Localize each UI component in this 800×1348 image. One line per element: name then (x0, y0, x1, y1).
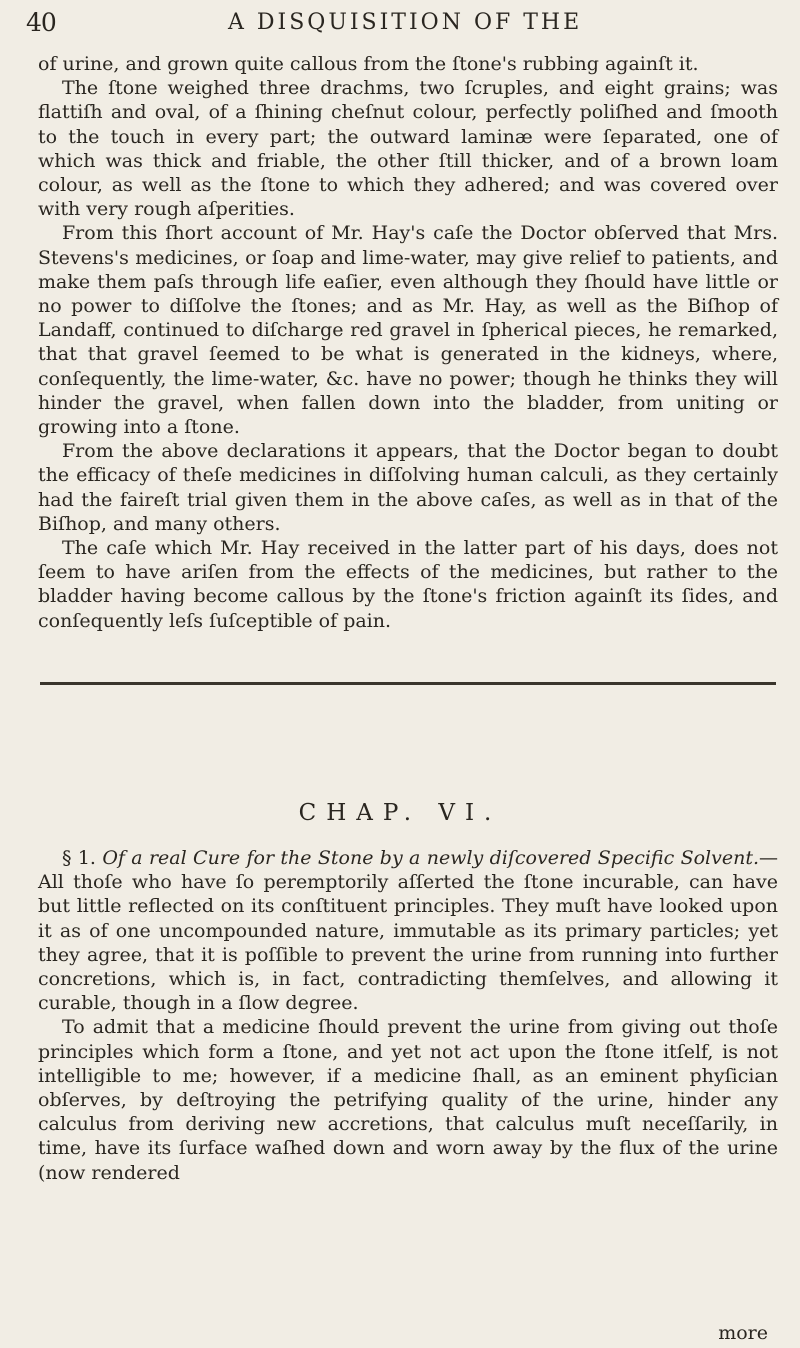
chapter-text (38, 846, 778, 1185)
paragraph: The caſe which Mr. Hay received in the latter part of his days, does not ſeem to have ariſen from the effects of the medicines, but rather to the bladder having become callous by the ſtone's friction againſt its ſides, and conſequently leſs ſuſceptible of pain. (38, 537, 778, 632)
section-title: Of a real Cure for the Stone by a newly diſcovered Specific Solvent. (102, 847, 759, 869)
paragraph: From this ſhort account of Mr. Hay's caſe the Doctor obſerved that Mrs. Stevens's medicines, or ſoap and lime-water, may give relief to patients, and make them paſs through life eaſier, even although they ſhould have little or no power to diſſolve the ſtones; and as Mr. Hay, as well as the Biſhop of Landaff, continued to diſcharge red gravel in ſpherical pieces, he remarked, that that gravel ſeemed to be what is generated in the kidneys, where, conſequently, the lime-water, &c. have no power; though he thinks they will hinder the gravel, when fallen down into the bladder, from uniting or growing into a ſtone. (38, 222, 778, 439)
running-head: A DISQUISITION OF THE (228, 10, 583, 35)
paragraph (38, 846, 778, 1015)
paragraph: of urine, and grown quite callous from the ſtone's rubbing againſt it. (38, 53, 699, 75)
paragraph-text: —All thoſe who have ſo peremptorily aſſerted the ſtone incurable, can have but little reflected on its conſtituent principles. They muſt have looked upon it as of one uncompounded nature, immutable as its primary particles; yet they agree, that it is poſſible to prevent the urine from running into further concretions, which is, in fact, contradicting themſelves, and allowing it curable, though in a ſlow degree. (38, 847, 778, 1015)
page-header (26, 8, 766, 48)
body-text (38, 52, 778, 633)
section-divider (40, 682, 776, 685)
catchword: more (718, 1322, 768, 1344)
chapter-heading: CHAP. VI. (298, 800, 502, 826)
paragraph: To admit that a medicine ſhould prevent the urine from giving out thoſe principles which form a ſtone, and yet not act upon the ſtone itſelf, is not intelligible to me; however, if a medicine ſhall, as an eminent phyſician obſerves, by deſtroying the petrifying quality of the urine, hinder any calculus from deriving new accretions, that calculus muſt neceſſarily, in time, have its ſurface waſhed down and worn away by the flux of the urine (now rendered (38, 1016, 778, 1184)
section-mark: § 1. (62, 847, 96, 869)
paragraph: The ſtone weighed three drachms, two ſcruples, and eight grains; was flattiſh and oval, of a ſhining cheſnut colour, perfectly poliſhed and ſmooth to the touch in every part; the outward laminæ were ſeparated, one of which was thick and friable, the other ſtill thicker, and of a brown loam colour, as well as the ſtone to which they adhered; and was covered over with very rough aſperities. (38, 77, 778, 221)
page-number: 40 (26, 8, 56, 37)
paragraph: From the above declarations it appears, that the Doctor began to doubt the efficacy of theſe medicines in diſſolving human calculi, as they certainly had the faireſt trial given them in the above caſes, as well as in that of the Biſhop, and many others. (38, 440, 778, 535)
